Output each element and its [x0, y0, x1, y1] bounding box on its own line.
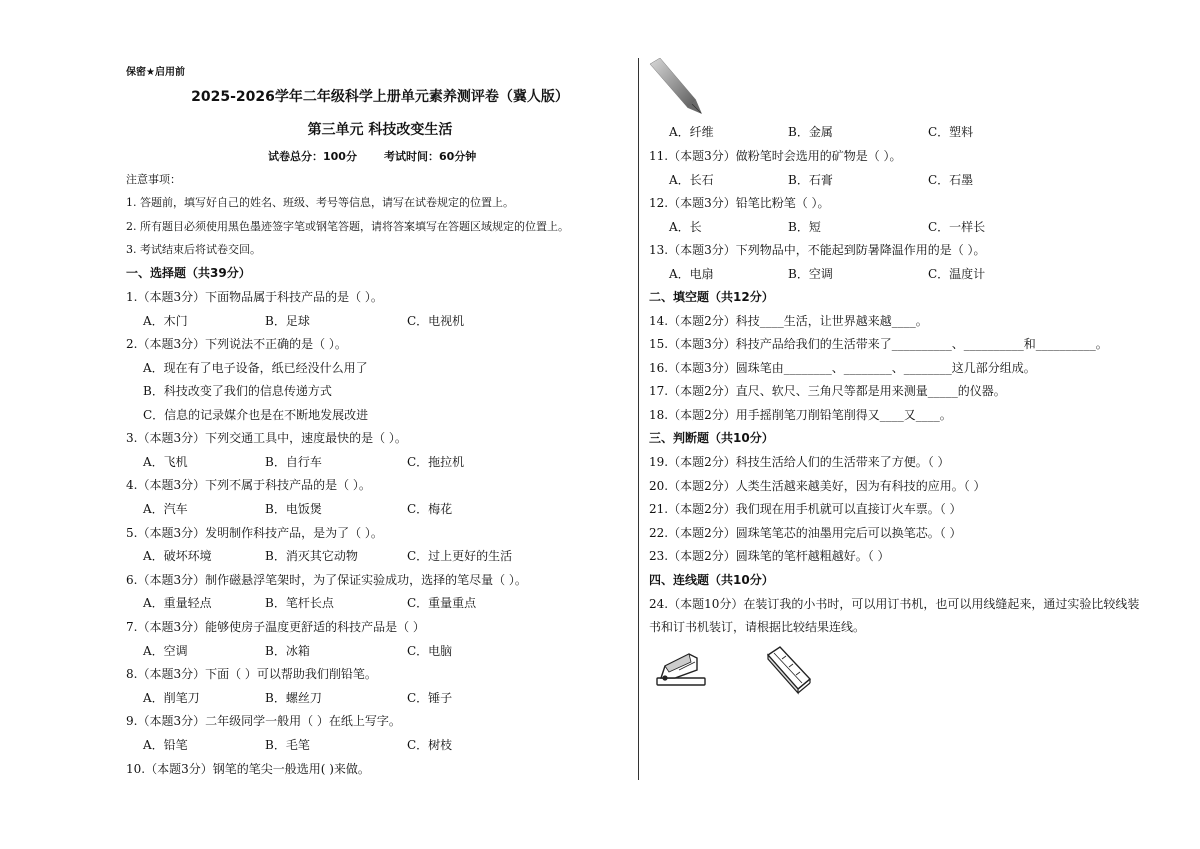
question-stem: 11.（本题3分）做粉笔时会选用的矿物是（ ）。 [649, 149, 902, 163]
column-divider [638, 58, 639, 780]
notice-heading: 注意事项： [126, 173, 181, 186]
fill-question: 18.（本题2分）用手摇削笔刀削铅笔削得又____又____。 [649, 408, 952, 422]
option-c: C．一样长 [928, 220, 986, 234]
option-c: C．锤子 [407, 691, 453, 705]
option-b: B．冰箱 [265, 644, 310, 658]
question-stem: 3.（本题3分）下列交通工具中，速度最快的是（ ）。 [126, 431, 407, 445]
option-c: C．重量重点 [407, 596, 477, 610]
option-a: A．削笔刀 [143, 691, 200, 705]
thread-bound-book-image [766, 645, 812, 695]
option-b: B．短 [788, 220, 821, 234]
fill-question: 15.（本题3分）科技产品给我们的生活带来了__________、__________和__________。 [649, 337, 1108, 351]
question-stem: 9.（本题3分）二年级同学一般用（ ）在纸上写字。 [126, 714, 401, 728]
option-c: C．温度计 [928, 267, 986, 281]
question-stem: 10.（本题3分）钢笔的笔尖一般选用( )来做。 [126, 762, 370, 776]
notice-item: 1. 答题前，填写好自己的姓名、班级、考号等信息，请写在试卷规定的位置上。 [126, 196, 514, 209]
option-a: A．破坏环境 [143, 549, 212, 563]
option-c: C．过上更好的生活 [407, 549, 513, 563]
option-b: B．空调 [788, 267, 833, 281]
option-a: A．木门 [143, 314, 188, 328]
option-c: C．石墨 [928, 173, 974, 187]
option-a: A．长 [669, 220, 702, 234]
option-c: C．树枝 [407, 738, 453, 752]
option-a: A．现在有了电子设备，纸已经没什么用了 [143, 361, 368, 375]
match-question: 24.（本题10分）在装订我的小书时，可以用订书机，也可以用线缝起来，通过实验比较线装 [649, 597, 1140, 611]
question-stem: 12.（本题3分）铅笔比粉笔（ ）。 [649, 196, 830, 210]
option-b: B．毛笔 [265, 738, 310, 752]
option-c: C．信息的记录媒介也是在不断地发展改进 [143, 408, 369, 422]
option-c: C．拖拉机 [407, 455, 465, 469]
fill-question: 16.（本题3分）圆珠笔由________、________、________这几部分组成。 [649, 361, 1036, 375]
question-stem: 5.（本题3分）发明制作科技产品，是为了（ ）。 [126, 526, 383, 540]
option-b: B．足球 [265, 314, 310, 328]
option-c: C．电视机 [407, 314, 465, 328]
question-stem: 2.（本题3分）下列说法不正确的是（ ）。 [126, 337, 347, 351]
option-b: B．电饭煲 [265, 502, 322, 516]
question-stem: 4.（本题3分）下列不属于科技产品的是（ ）。 [126, 478, 371, 492]
unit-subtitle: 第三单元 科技改变生活 [307, 122, 453, 138]
stapler-image [655, 648, 707, 690]
judge-question: 22.（本题2分）圆珠笔笔芯的油墨用完后可以换笔芯。（ ） [649, 526, 962, 540]
option-b: B．金属 [788, 125, 833, 139]
option-c: C．电脑 [407, 644, 453, 658]
option-b: B．笔杆长点 [265, 596, 334, 610]
option-c: C．塑料 [928, 125, 974, 139]
fill-question: 14.（本题2分）科技____生活，让世界越来越____。 [649, 314, 928, 328]
fill-question: 17.（本题2分）直尺、软尺、三角尺等都是用来测量_____的仪器。 [649, 384, 1006, 398]
section-heading-fill: 二、填空题（共12分） [649, 290, 774, 304]
question-stem: 7.（本题3分）能够使房子温度更舒适的科技产品是（ ） [126, 620, 425, 634]
confidential-mark: 保密★启用前 [126, 67, 185, 78]
question-stem: 1.（本题3分）下面物品属于科技产品的是（ ）。 [126, 290, 383, 304]
option-b: B．石膏 [788, 173, 833, 187]
option-a: A．汽车 [143, 502, 188, 516]
notice-item: 2. 所有题目必须使用黑色墨迹签字笔或钢笔答题，请将答案填写在答题区域规定的位置上。 [126, 220, 569, 233]
question-stem: 13.（本题3分）下列物品中，不能起到防暑降温作用的是（ ）。 [649, 243, 986, 257]
option-a: A．电扇 [669, 267, 714, 281]
judge-question: 23.（本题2分）圆珠笔的笔杆越粗越好。（ ） [649, 549, 890, 563]
exam-time: 考试时间：60分钟 [384, 150, 477, 163]
total-score: 试卷总分：100分 [268, 150, 357, 163]
section-heading-match: 四、连线题（共10分） [649, 573, 774, 587]
notice-item: 3. 考试结束后将试卷交回。 [126, 243, 261, 256]
option-a: A．飞机 [143, 455, 188, 469]
option-c: C．梅花 [407, 502, 453, 516]
question-stem: 8.（本题3分）下面（ ）可以帮助我们削铅笔。 [126, 667, 377, 681]
option-a: A．长石 [669, 173, 714, 187]
section-heading-judge: 三、判断题（共10分） [649, 431, 774, 445]
option-a: A．重量轻点 [143, 596, 212, 610]
option-b: B．自行车 [265, 455, 322, 469]
judge-question: 20.（本题2分）人类生活越来越美好，因为有科技的应用。（ ） [649, 479, 986, 493]
question-stem: 6.（本题3分）制作磁悬浮笔架时，为了保证实验成功，选择的笔尽量（ ）。 [126, 573, 527, 587]
option-b: B．科技改变了我们的信息传递方式 [143, 384, 332, 398]
match-question-cont: 书和订书机装订，请根据比较结果连线。 [649, 620, 866, 634]
option-a: A．铅笔 [143, 738, 188, 752]
judge-question: 19.（本题2分）科技生活给人们的生活带来了方便。（ ） [649, 455, 950, 469]
judge-question: 21.（本题2分）我们现在用手机就可以直接订火车票。（ ） [649, 502, 962, 516]
option-a: A．纤维 [669, 125, 714, 139]
exam-title: 2025-2026学年二年级科学上册单元素养测评卷（冀人版） [191, 89, 569, 105]
option-a: A．空调 [143, 644, 188, 658]
option-b: B．螺丝刀 [265, 691, 322, 705]
option-b: B．消灭其它动物 [265, 549, 358, 563]
section-heading-choice: 一、选择题（共39分） [126, 266, 251, 280]
pen-nib-image [648, 58, 704, 116]
